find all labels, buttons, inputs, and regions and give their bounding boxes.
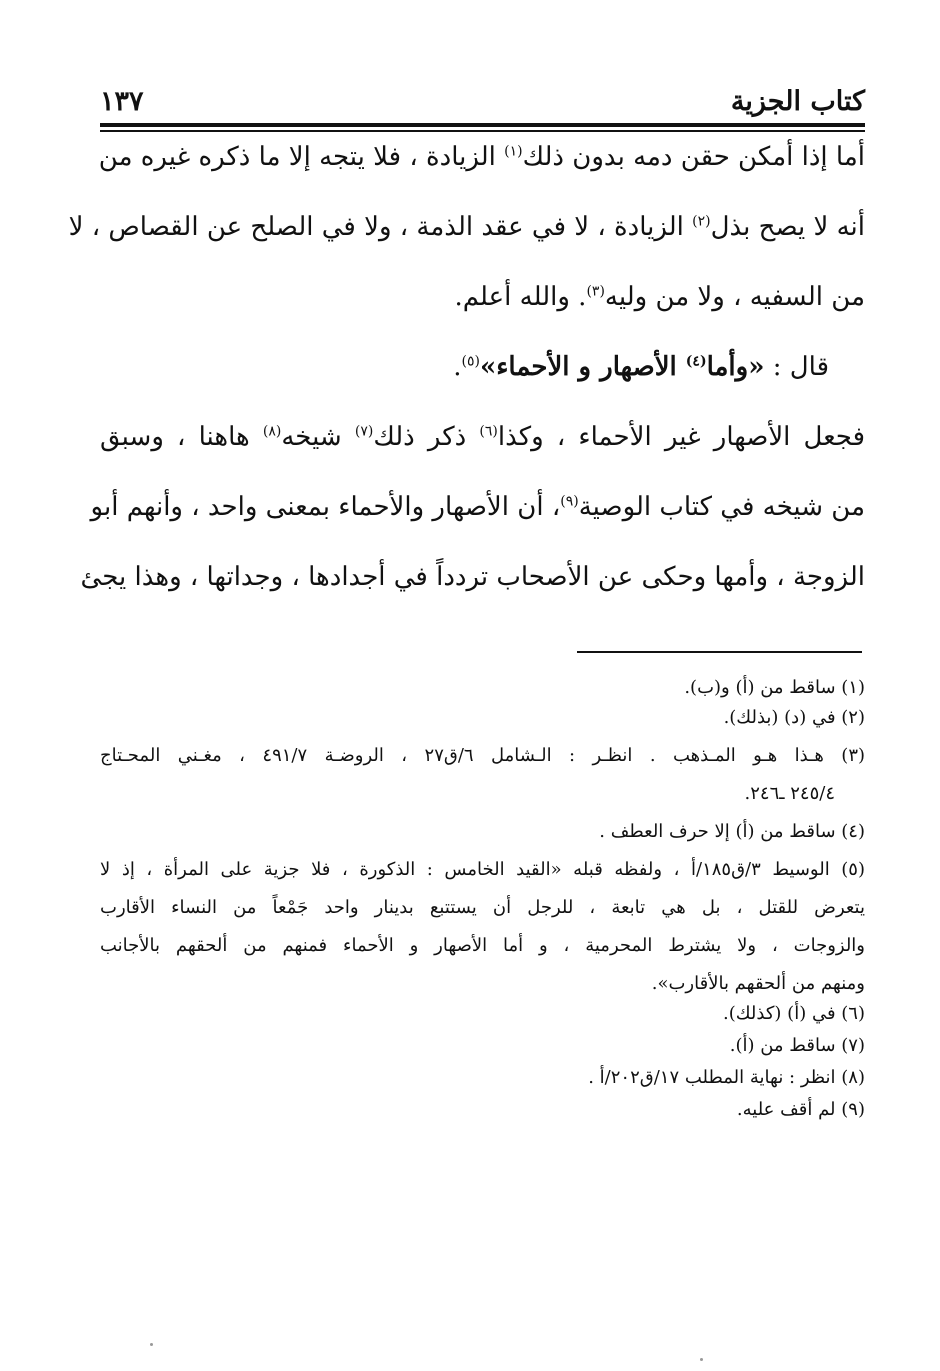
- footnote-ref: (٧): [354, 423, 374, 440]
- text-segment: الزيادة ، لا في عقد الذمة ، ولا في الصلح عن القصاص ، لا: [68, 212, 693, 242]
- main-text: [68, 140, 866, 594]
- section-heading: [100, 350, 829, 384]
- text-line: الزوجة ، وأمها وحكى عن الأصحاب تردداً في أجدادها ، وجداتها ، وهذا يجئ: [80, 562, 865, 592]
- text-line: [100, 420, 865, 454]
- text-line: [68, 210, 865, 244]
- heading-quote: [480, 352, 765, 382]
- footnotes: [100, 676, 865, 1122]
- text-segment: أما إذا أمكن حقن دمه بدون ذلك: [522, 142, 865, 172]
- header-rule-thin: [100, 130, 865, 132]
- text-line: [90, 490, 865, 524]
- footnote-ref: (٩): [560, 493, 579, 510]
- text-line: [100, 140, 865, 174]
- footnote-2: (٢) في (د) (بذلك).: [723, 707, 865, 728]
- footnote-divider: [577, 651, 862, 653]
- text-segment: «وأما: [706, 352, 765, 382]
- footnote-4: (٤) ساقط من (أ) إلا حرف العطف .: [599, 821, 865, 842]
- footnote-ref: (٤): [685, 353, 707, 370]
- footnote-5-continued: يتعرض للقتل ، بل هي تابعة ، للرجل أن يستتبع بدينار واحد جَمْعاً من النساء الأقارب: [100, 897, 865, 918]
- text-line: [100, 280, 865, 314]
- footnote-3-continued: ٢٤٥/٤ ـ٢٤٦.: [744, 783, 835, 804]
- footnote-6: (٦) في (أ) (كذلك).: [723, 1003, 865, 1024]
- text-segment: ، أن الأصهار والأحماء بمعنى واحد ، وأنهم أبو: [90, 492, 561, 522]
- footnote-ref: (٦): [479, 423, 498, 440]
- page-header: [100, 82, 865, 122]
- text-segment: الأصهار و الأحماء»: [479, 352, 686, 382]
- footnote-ref: (٣): [586, 283, 605, 300]
- text-segment: من السفيه ، ولا من وليه: [604, 282, 865, 312]
- text-segment: ذكر ذلك: [373, 422, 480, 452]
- scan-speck: [150, 1343, 153, 1346]
- text-segment: الزيادة ، فلا يتجه إلا ما ذكره غيره من: [98, 142, 505, 172]
- text-segment: فجعل الأصهار غير الأحماء ، وكذا: [497, 422, 866, 452]
- footnote-5-continued: ومنهم من ألحقهم بالأقارب».: [651, 973, 865, 994]
- footnote-3: (٣) هـذا هـو المـذهب . انظـر : الـشامل ٦/ق٢٧ ، الروضـة ٤٩١/٧ ، مغـني المحـتاج: [100, 745, 866, 766]
- paragraph-2: [80, 420, 866, 594]
- footnote-9: (٩) لم أقف عليه.: [736, 1099, 865, 1120]
- text-segment: من شيخه في كتاب الوصية: [578, 492, 865, 522]
- footnote-ref: (١): [504, 143, 523, 160]
- text-segment: أنه لا يصح بذل: [710, 212, 865, 242]
- running-title: كتاب الجزية: [730, 86, 865, 117]
- header-rule: [100, 123, 865, 127]
- footnote-5: (٥) الوسيط ٣/ق١٨٥/أ ، ولفظه قبله «القيد الخامس : الذكورة ، فلا جزية على المرأة ، إذ لا: [100, 859, 865, 880]
- footnote-ref: (٢): [692, 213, 711, 230]
- paragraph-1: [68, 140, 865, 314]
- page-number: ١٣٧: [100, 86, 144, 117]
- footnote-ref: (٨): [262, 423, 282, 440]
- footnote-8: (٨) انظر : نهاية المطلب ١٧/ق٢٠٢/أ .: [588, 1067, 865, 1088]
- text-segment: .: [453, 352, 462, 382]
- footnote-7: (٧) ساقط من (أ).: [729, 1035, 865, 1056]
- heading-prefix: قال :: [764, 352, 829, 382]
- scan-speck: [700, 1358, 703, 1361]
- footnote-ref: (٥): [461, 353, 480, 370]
- footnote-1: (١) ساقط من (أ) و(ب).: [684, 677, 865, 698]
- text-segment: هاهنا ، وسبق: [100, 422, 263, 452]
- text-segment: شيخه: [281, 422, 355, 452]
- text-segment: . والله أعلم.: [454, 282, 587, 312]
- footnote-5-continued: والزوجات ، ولا يشترط المحرمية ، و أما الأصهار و الأحماء فمنهم من ألحقهم بالأجانب: [100, 935, 865, 956]
